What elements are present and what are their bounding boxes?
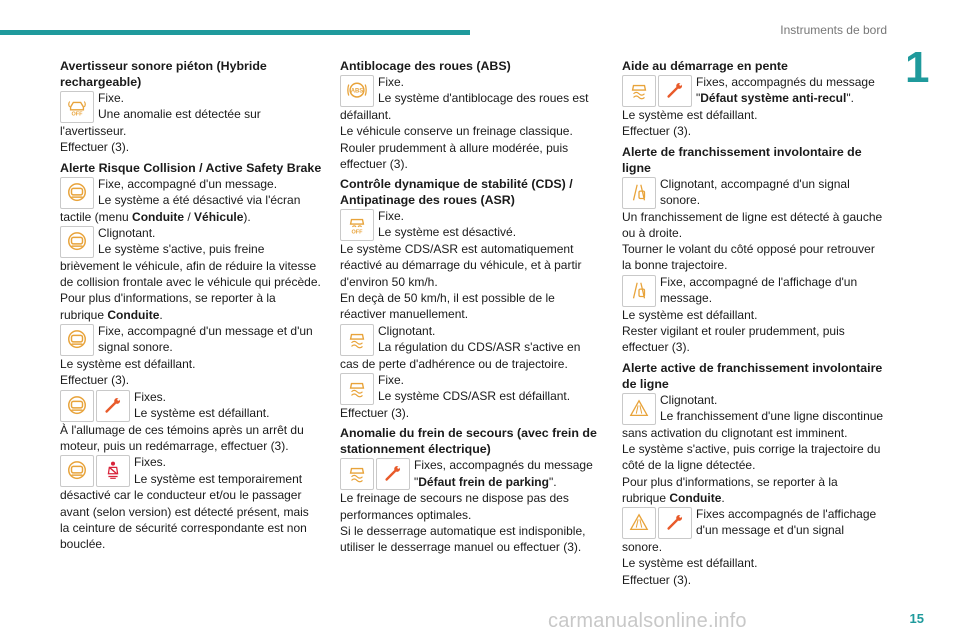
- text-line: "Défaut système anti-recul".: [696, 91, 854, 106]
- entry-collision-service: [60, 389, 325, 422]
- collision-alert-icon: [60, 455, 94, 487]
- text-line: signal sonore.: [98, 340, 173, 355]
- column-3: [622, 58, 887, 588]
- stability-control-icon: [340, 373, 374, 405]
- text-line: utiliser le desserrage manuel ou effectuer (3).: [340, 540, 582, 555]
- text-line: Fixes accompagnés de l'affichage: [696, 507, 877, 522]
- entry-pedestrian-horn: [60, 90, 325, 123]
- text-line: la ceinture de sécurité correspondante est non: [60, 520, 307, 535]
- text-line: Le système est défaillant.: [622, 556, 758, 571]
- collision-alert-icon: [60, 177, 94, 209]
- collision-alert-icon: [60, 390, 94, 422]
- text-line: Clignotant.: [98, 225, 156, 240]
- text-line: Effectuer (3).: [60, 373, 130, 388]
- text-line: sans activation du clignotant est imminent.: [622, 425, 848, 440]
- watermark: carmanualsonline.info: [548, 610, 747, 632]
- entry-lane-flashing: [622, 176, 887, 209]
- entry-collision-fault: [60, 323, 325, 356]
- text-line: message.: [660, 291, 713, 306]
- entry-cds-flashing: [340, 323, 605, 356]
- text-line: moteur, puis un redémarrage, effectuer (3).: [60, 438, 289, 453]
- text-line: Effectuer (3).: [622, 572, 692, 587]
- text-line: de collision frontale avec le véhicule qui précède.: [60, 275, 321, 290]
- text-line: Rouler prudemment à allure modérée, puis: [340, 140, 569, 155]
- text-line: Fixe.: [378, 75, 405, 89]
- text-line: Fixes, accompagnés du message: [696, 75, 875, 89]
- text-line: Fixe, accompagné de l'affichage d'un: [660, 274, 858, 289]
- text-line: Le franchissement d'une ligne discontinue: [660, 408, 884, 423]
- text-line: Effectuer (3).: [60, 140, 130, 155]
- section-title-pedestrian-horn: Avertisseur sonore piéton (Hybride rechargeable): [60, 59, 267, 89]
- entry-emergency-brake: [340, 457, 605, 490]
- text-line: Un franchissement de ligne est détecté à gauche: [622, 209, 883, 224]
- text-line: d'environ 50 km/h.: [340, 274, 438, 289]
- stability-control-icon: [622, 75, 656, 107]
- collision-alert-icon: [60, 324, 94, 356]
- entry-active-lane-fault: [622, 506, 887, 539]
- active-lane-keeping-icon: [622, 507, 656, 539]
- text-line: Clignotant.: [660, 392, 718, 407]
- text-line: Clignotant.: [378, 323, 436, 338]
- text-line: défaillant.: [340, 108, 392, 122]
- text-line: sonore.: [622, 540, 663, 555]
- text-line: Fixes.: [134, 389, 167, 404]
- entry-cds-fault: [340, 372, 605, 405]
- service-wrench-icon: [658, 507, 692, 539]
- section-title-lane-departure: Alerte de franchissement involontaire de ligne: [622, 144, 862, 175]
- text-line: Fixe, accompagné d'un message.: [98, 176, 278, 191]
- text-line: d'un message et d'un signal: [696, 523, 845, 538]
- text-line: réactivé au démarrage du véhicule, et à partir: [340, 258, 582, 273]
- section-title-cds-asr: Contrôle dynamique de stabilité (CDS) / Antipatinage des roues (ASR): [340, 177, 573, 208]
- lane-departure-icon: [622, 177, 656, 209]
- entry-collision-fixed-message: [60, 176, 325, 209]
- text-line: Effectuer (3).: [622, 124, 692, 139]
- text-line: Le système est défaillant.: [622, 108, 758, 122]
- text-line: rubrique Conduite.: [60, 307, 163, 322]
- seatbelt-icon: [96, 455, 130, 487]
- text-line: effectuer (3).: [340, 156, 408, 171]
- text-line: Fixe.: [378, 209, 405, 224]
- text-line: performances optimales.: [340, 507, 472, 522]
- section-title-active-lane: Alerte active de franchissement involontaire de ligne: [622, 360, 883, 391]
- entry-cds-off: [340, 208, 605, 241]
- text-line: brièvement le véhicule, afin de réduire la vitesse: [60, 258, 317, 273]
- text-line: avant (selon version) est détecté présent, mais: [60, 504, 309, 519]
- chapter-number: 1: [905, 43, 930, 92]
- service-wrench-icon: [658, 75, 692, 107]
- text-line: Le système est temporairement: [134, 471, 303, 486]
- abs-icon: [340, 75, 374, 107]
- text-line: Le système CDS/ASR est automatiquement: [340, 242, 574, 257]
- collision-alert-icon: [60, 226, 94, 258]
- text-line: À l'allumage de ces témoins après un arrêt du: [60, 422, 304, 437]
- text-line: Effectuer (3).: [340, 405, 410, 420]
- text-line: En deçà de 50 km/h, il est possible de le: [340, 291, 555, 306]
- text-line: côté de la ligne détectée.: [622, 458, 756, 473]
- active-lane-keeping-icon: [622, 393, 656, 425]
- text-line: Le système s'active, puis corrige la trajectoire du: [622, 441, 881, 456]
- text-line: Le système s'active, puis freine: [98, 242, 265, 257]
- entry-collision-flashing: [60, 225, 325, 258]
- text-line: réactiver manuellement.: [340, 307, 469, 322]
- text-line: Fixe.: [98, 91, 125, 105]
- stability-control-off-icon: [340, 209, 374, 241]
- column-1: [60, 58, 325, 552]
- text-line: Le système est désactivé.: [378, 225, 517, 240]
- text-line: Pour plus d'informations, se reporter à la: [60, 291, 276, 306]
- text-line: La régulation du CDS/ASR s'active en: [378, 339, 581, 354]
- text-line: Tourner le volant du côté opposé pour retrouver: [622, 242, 875, 257]
- text-line: Le système est défaillant.: [622, 307, 758, 322]
- text-line: Si le desserrage automatique est indisponible,: [340, 523, 586, 538]
- text-line: bouclée.: [60, 537, 106, 552]
- stability-control-icon: [340, 324, 374, 356]
- entry-abs: [340, 74, 605, 107]
- service-wrench-icon: [96, 390, 130, 422]
- text-line: Fixe.: [378, 372, 405, 387]
- stability-control-icon: [340, 458, 374, 490]
- text-line: sonore.: [660, 192, 701, 207]
- text-line: Clignotant, accompagné d'un signal: [660, 176, 850, 191]
- text-line: Une anomalie est détectée sur: [98, 107, 261, 122]
- text-line: Rester vigilant et rouler prudemment, puis: [622, 324, 845, 339]
- text-line: Le système est défaillant.: [134, 405, 270, 420]
- page-number: 15: [909, 611, 924, 626]
- text-line: Fixes, accompagnés du message: [414, 458, 593, 473]
- text-line: l'avertisseur.: [60, 124, 127, 138]
- text-line: Le système d'antiblocage des roues est: [378, 91, 589, 106]
- text-line: Pour plus d'informations, se reporter à la: [622, 474, 838, 489]
- lane-departure-icon: [622, 275, 656, 307]
- text-line: ou à droite.: [622, 225, 683, 240]
- section-title-collision-alert: Alerte Risque Collision / Active Safety Brake: [60, 160, 322, 175]
- text-line: cas de perte d'adhérence ou de trajectoire.: [340, 356, 568, 371]
- text-line: Fixes.: [134, 455, 167, 470]
- chapter-title: Instruments de bord: [780, 23, 887, 37]
- entry-active-lane-flashing: [622, 392, 887, 425]
- text-line: "Défaut frein de parking".: [414, 474, 557, 489]
- section-title-emergency-brake: Anomalie du frein de secours (avec frein de stationnement électrique): [340, 426, 597, 457]
- text-line: effectuer (3).: [622, 340, 690, 355]
- text-line: rubrique Conduite.: [622, 490, 725, 505]
- text-line: tactile (menu Conduite / Véhicule).: [60, 209, 251, 224]
- text-line: Le freinage de secours ne dispose pas des: [340, 491, 569, 506]
- text-line: Le système CDS/ASR est défaillant.: [378, 389, 571, 404]
- column-2: [340, 58, 605, 555]
- text-line: Le système est défaillant.: [60, 357, 196, 372]
- text-line: désactivé car le conducteur et/ou le passager: [60, 488, 302, 503]
- text-line: la bonne trajectoire.: [622, 258, 728, 273]
- entry-collision-seatbelt: [60, 454, 325, 487]
- text-line: Le véhicule conserve un freinage classique.: [340, 124, 573, 139]
- header-accent-bar: [0, 30, 470, 35]
- service-wrench-icon: [376, 458, 410, 490]
- text-line: Le système a été désactivé via l'écran: [98, 192, 301, 207]
- pedestrian-horn-off-icon: [60, 91, 94, 123]
- text-line: Fixe, accompagné d'un message et d'un: [98, 324, 313, 339]
- entry-lane-fault: [622, 274, 887, 307]
- section-title-abs: Antiblocage des roues (ABS): [340, 59, 511, 73]
- entry-hill-start: [622, 74, 887, 107]
- section-title-hill-start: Aide au démarrage en pente: [622, 59, 788, 73]
